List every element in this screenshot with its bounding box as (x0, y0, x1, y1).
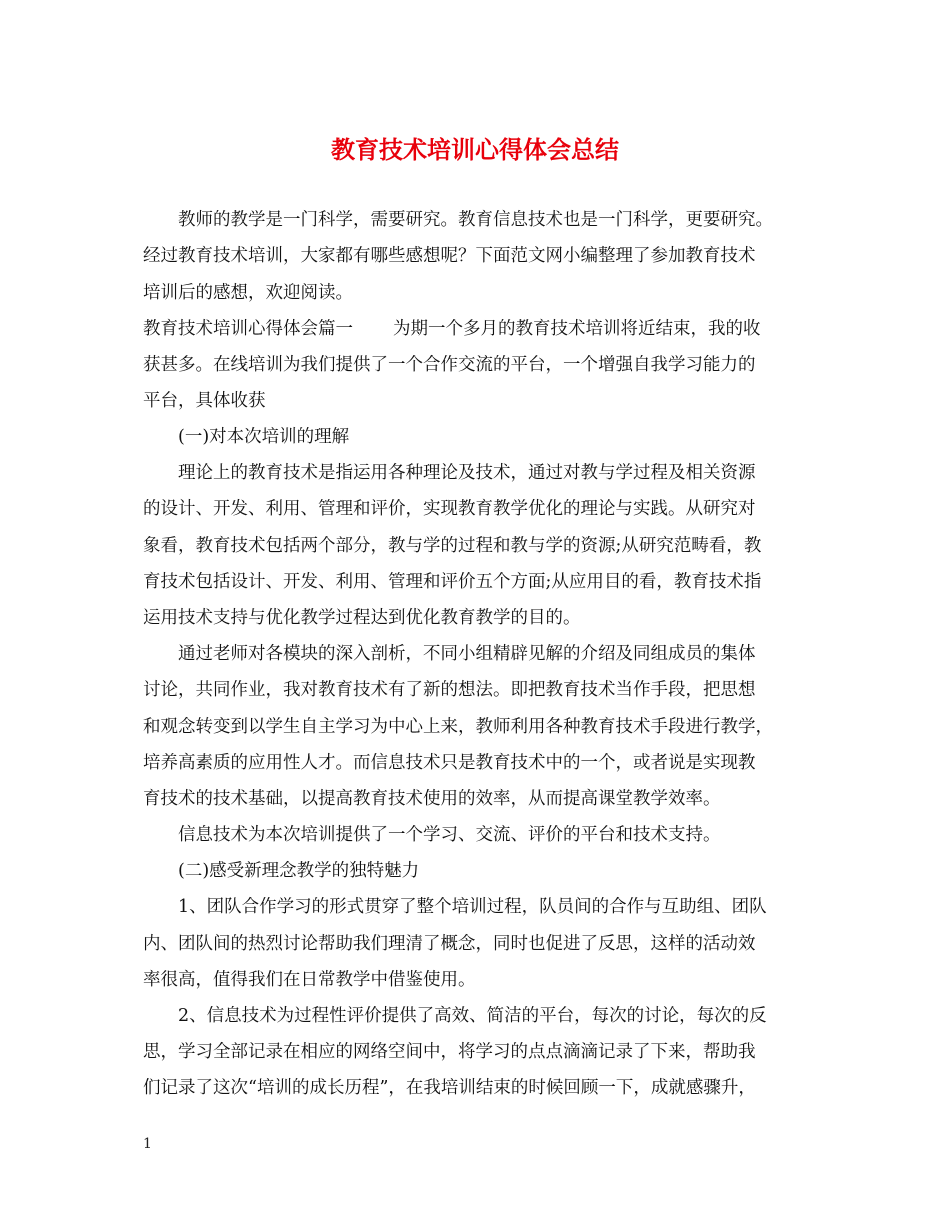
paragraph-line: 运用技术支持与优化教学过程达到优化教育教学的目的。 (143, 608, 581, 628)
paragraph-line: 2、信息技术为过程性评价提供了高效、简洁的平台，每次的讨论，每次的反 (178, 1006, 767, 1026)
paragraph-line: 讨论，共同作业，我对教育技术有了新的想法。即把教育技术当作手段，把思想 (143, 680, 756, 700)
paragraph-line: 育技术包括设计、开发、利用、管理和评价五个方面;从应用目的看，教育技术指 (143, 572, 762, 592)
paragraph-line: 内、团队间的热烈讨论帮助我们理清了概念，同时也促进了反思，这样的活动效 (143, 934, 756, 954)
paragraph-line: 理论上的教育技术是指运用各种理论及技术，通过对教与学过程及相关资源 (178, 463, 756, 483)
page-number: 1 (143, 1136, 152, 1152)
paragraph-line: 们记录了这次“培训的成长历程”，在我培训结束的时候回顾一下，成就感骤升， (143, 1078, 756, 1098)
section-heading: 教育技术培训心得体会篇一 (143, 319, 353, 339)
page-title: 教育技术培训心得体会总结 (331, 135, 619, 164)
paragraph-line: 和观念转变到以学生自主学习为中心上来，教师利用各种教育技术手段进行教学， (143, 717, 773, 737)
paragraph-line: 1、团队合作学习的形式贯穿了整个培训过程，队员间的合作与互助组、团队 (178, 897, 767, 917)
paragraph-line: 经过教育技术培训，大家都有哪些感想呢？下面范文网小编整理了参加教育技术 (143, 246, 756, 266)
paragraph-line: 率很高，值得我们在日常教学中借鉴使用。 (143, 970, 476, 990)
paragraph-line: 育技术的技术基础，以提高教育技术使用的效率，从而提高课堂教学效率。 (143, 789, 721, 809)
paragraph-line: 培养高素质的应用性人才。而信息技术只是教育技术中的一个，或者说是实现教 (143, 753, 756, 773)
paragraph-line: 的设计、开发、利用、管理和评价，实现教育教学优化的理论与实践。从研究对 (143, 499, 756, 519)
section-heading-line (143, 317, 823, 341)
paragraph-line: 获甚多。在线培训为我们提供了一个合作交流的平台，一个增强自我学习能力的 (143, 355, 756, 375)
paragraph-text: 为期一个多月的教育技术培训将近结束，我的收 (393, 319, 761, 339)
paragraph-line: 信息技术为本次培训提供了一个学习、交流、评价的平台和技术支持。 (178, 825, 721, 845)
paragraph-line: 思，学习全部记录在相应的网络空间中，将学习的点点滴滴记录了下来，帮助我 (143, 1042, 756, 1062)
subheading: (一)对本次培训的理解 (178, 427, 350, 447)
paragraph-line: 通过老师对各模块的深入剖析，不同小组精辟见解的介绍及同组成员的集体 (178, 644, 756, 664)
paragraph-line: 象看，教育技术包括两个部分，教与学的过程和教与学的资源;从研究范畴看，教 (143, 536, 762, 556)
subheading: (二)感受新理念教学的独特魅力 (178, 861, 420, 881)
paragraph-line: 平台，具体收获 (143, 391, 266, 411)
paragraph-line: 培训后的感想，欢迎阅读。 (143, 283, 353, 303)
paragraph-line: 教师的教学是一门科学，需要研究。教育信息技术也是一门科学，更要研究。 (178, 210, 773, 230)
